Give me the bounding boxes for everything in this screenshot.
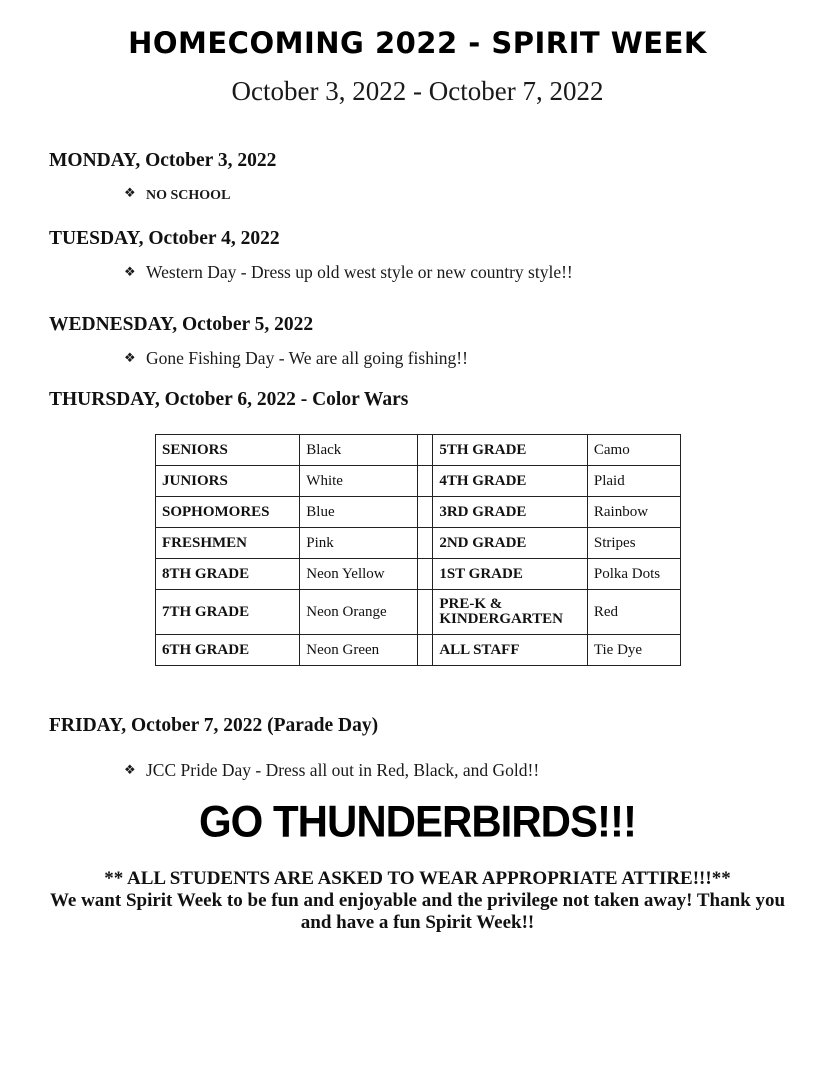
color-cell: Tie Dye <box>587 635 680 666</box>
date-range: October 3, 2022 - October 7, 2022 <box>231 76 604 106</box>
class-cell: 2ND GRADE <box>433 528 588 559</box>
color-cell: Pink <box>300 528 418 559</box>
class-cell: 4TH GRADE <box>433 466 588 497</box>
thursday-heading: THURSDAY, October 6, 2022 - Color Wars <box>49 389 409 410</box>
attire-notice <box>40 868 795 934</box>
wednesday-heading: WEDNESDAY, October 5, 2022 <box>49 314 314 335</box>
class-cell: PRE-K & KINDERGARTEN <box>433 590 588 635</box>
friday-item <box>124 760 539 781</box>
diamond-bullet-icon: ❖ <box>124 351 136 366</box>
color-cell: Plaid <box>587 466 680 497</box>
color-cell: Camo <box>587 435 680 466</box>
table-row <box>156 635 681 666</box>
tuesday-item <box>124 262 573 283</box>
spacer-cell <box>417 435 432 466</box>
friday-item-text: JCC Pride Day - Dress all out in Red, Black, and Gold!! <box>146 760 540 780</box>
color-cell: Polka Dots <box>587 559 680 590</box>
class-cell: SOPHOMORES <box>156 497 300 528</box>
diamond-bullet-icon: ❖ <box>124 186 136 201</box>
monday-heading: MONDAY, October 3, 2022 <box>49 150 277 171</box>
spacer-cell <box>417 635 432 666</box>
spacer-cell <box>417 590 432 635</box>
wednesday-item-text: Gone Fishing Day - We are all going fishing!! <box>146 348 468 368</box>
class-cell: JUNIORS <box>156 466 300 497</box>
table-row <box>156 435 681 466</box>
table-row <box>156 559 681 590</box>
color-cell: Neon Yellow <box>300 559 418 590</box>
table-row <box>156 528 681 559</box>
table-row <box>156 497 681 528</box>
diamond-bullet-icon: ❖ <box>124 265 136 280</box>
class-cell: 7TH GRADE <box>156 590 300 635</box>
spacer-cell <box>417 528 432 559</box>
class-cell: 1ST GRADE <box>433 559 588 590</box>
class-cell: 5TH GRADE <box>433 435 588 466</box>
color-cell: Blue <box>300 497 418 528</box>
monday-item-text: NO SCHOOL <box>146 188 231 203</box>
tuesday-item-text: Western Day - Dress up old west style or new country style!! <box>146 262 573 282</box>
color-cell: Red <box>587 590 680 635</box>
color-cell: Rainbow <box>587 497 680 528</box>
color-cell: Neon Green <box>300 635 418 666</box>
table-row <box>156 590 681 635</box>
class-cell: 3RD GRADE <box>433 497 588 528</box>
spacer-cell <box>417 559 432 590</box>
friday-heading: FRIDAY, October 7, 2022 (Parade Day) <box>49 715 379 736</box>
spacer-cell <box>417 497 432 528</box>
monday-item <box>124 186 230 204</box>
notice-line-1: ** ALL STUDENTS ARE ASKED TO WEAR APPROPRIATE ATTIRE!!!** <box>104 868 731 889</box>
notice-line-2: We want Spirit Week to be fun and enjoyable and the privilege not taken away! Thank you and have a fun Spirit Week!! <box>49 890 786 933</box>
class-cell: SENIORS <box>156 435 300 466</box>
spacer-cell <box>417 466 432 497</box>
class-cell: ALL STAFF <box>433 635 588 666</box>
class-cell: FRESHMEN <box>156 528 300 559</box>
class-cell: 6TH GRADE <box>156 635 300 666</box>
color-cell: Neon Orange <box>300 590 418 635</box>
color-wars-table <box>155 434 681 666</box>
class-cell: 8TH GRADE <box>156 559 300 590</box>
color-cell: White <box>300 466 418 497</box>
tuesday-heading: TUESDAY, October 4, 2022 <box>49 228 280 249</box>
wednesday-item <box>124 348 468 369</box>
diamond-bullet-icon: ❖ <box>124 763 136 778</box>
flyer-title: HOMECOMING 2022 - SPIRIT WEEK <box>128 26 707 60</box>
table-row <box>156 466 681 497</box>
slogan: GO THUNDERBIRDS!!! <box>199 796 636 847</box>
color-cell: Stripes <box>587 528 680 559</box>
color-cell: Black <box>300 435 418 466</box>
